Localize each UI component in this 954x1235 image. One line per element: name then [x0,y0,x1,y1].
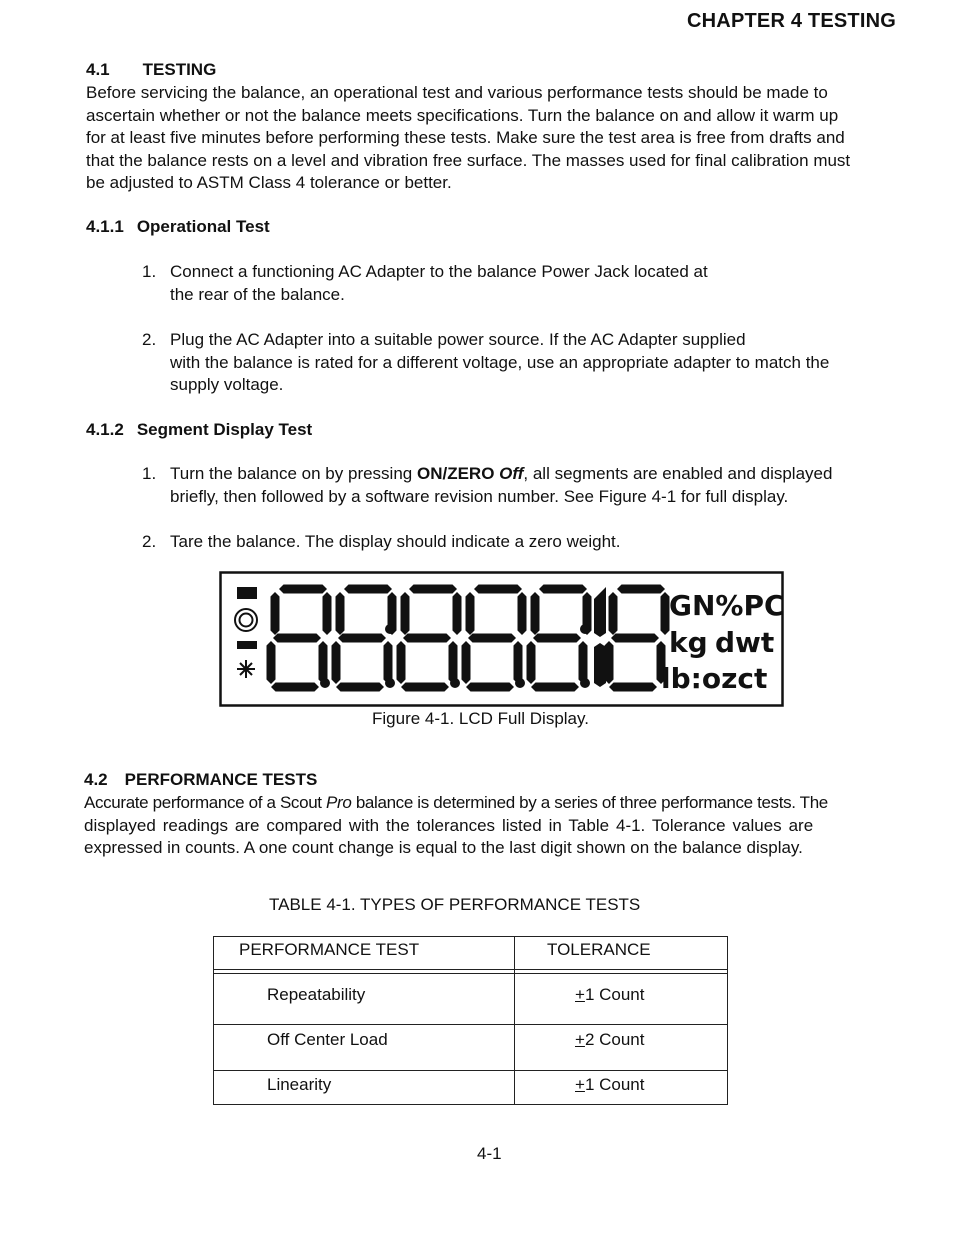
paragraph-line: expressed in counts. A one count change is equal to the last digit shown on the balance display. [84,838,803,857]
text-run: balance is determined by a series of three performance tests. The [351,793,828,812]
lcd-segment [279,585,327,594]
paragraph-line: displayed readings are compared with the tolerances listed in Table 4-1. Tolerance values are [84,815,814,835]
paragraph-line: for at least five minutes before performing these tests. Make sure the test area is free from drafts and [86,128,845,147]
lcd-decimal-point [450,678,460,688]
section-4-1-heading [86,60,216,80]
list-number: 2. [142,330,157,349]
plus-minus-sign: + [575,985,585,1004]
product-name: Pro [326,793,352,812]
list-item [142,329,902,397]
row-rule [214,1024,727,1025]
list-item [142,261,902,307]
lcd-segment [611,634,659,643]
list-item [142,531,902,555]
list-number: 2. [142,532,157,551]
lcd-segment [271,683,319,692]
lcd-segment [319,641,328,684]
table-cell-test: Off Center Load [267,1030,388,1049]
lcd-segment [533,634,581,643]
lcd-decimal-point [385,624,395,634]
lcd-segment [531,592,540,635]
paragraph-line: that the balance rests on a level and vibration free surface. The masses used for final calibration must [86,150,851,170]
table-header: TOLERANCE [547,940,651,959]
table-title: TABLE 4-1. TYPES OF PERFORMANCE TESTS [269,895,641,914]
lcd-segment [409,585,457,594]
lcd-segment [609,592,618,635]
table-cell-tolerance [575,1075,644,1095]
chapter-heading: CHAPTER 4 TESTING [687,10,896,32]
lcd-segment [531,683,579,692]
unit-kg: kg [669,626,708,659]
list-text: Turn the balance on by pressing [170,464,417,483]
lcd-segment [267,641,276,684]
lcd-segment [539,585,587,594]
section-number: 4.1.2 [86,420,124,439]
lcd-segment [468,634,516,643]
unit-gn-pc: GN%PC [669,589,785,622]
unit-lb-ozct: lb:ozct [661,662,768,695]
tolerance-value: 1 Count [584,1075,645,1094]
table-header: PERFORMANCE TEST [239,940,420,959]
lcd-decimal-point [580,678,590,688]
row-rule [214,1070,727,1071]
tolerance-value: 2 Count [584,1030,645,1049]
lcd-segment [474,585,522,594]
battery-indicator-icon [237,587,257,599]
lcd-segment [273,634,321,643]
lcd-segment [617,585,665,594]
lcd-segment [449,641,458,684]
lcd-decimal-point [320,678,330,688]
section-title: PERFORMANCE TESTS [124,770,318,789]
key-label: ON/ZERO [416,464,495,483]
unit-dwt: dwt [715,626,775,659]
text-run: Accurate performance of a Scout [84,793,327,812]
table-cell-tolerance [575,985,644,1005]
lcd-segment [466,592,475,635]
lcd-segment [344,585,392,594]
section-4-1-body [86,82,900,195]
list-line: with the balance is rated for a different voltage, use an appropriate adapter to match the [170,352,830,372]
section-number: 4.2 [84,770,108,789]
table-cell-test: Linearity [267,1075,332,1094]
column-divider [514,937,515,1104]
list-number: 1. [142,464,157,483]
page-number: 4-1 [477,1144,502,1163]
section-4-1-2-heading [86,420,312,440]
lcd-segment [527,641,536,684]
section-title: Operational Test [136,217,270,236]
section-number: 4.1 [86,60,110,79]
lcd-decimal-point [515,678,525,688]
plus-minus-sign: + [575,1075,585,1094]
section-title: Segment Display Test [136,420,313,439]
list-item [142,463,902,509]
lcd-segment [609,683,657,692]
list-line: Connect a functioning AC Adapter to the balance Power Jack located at [170,262,708,281]
lcd-segment [518,592,527,635]
tolerance-value: 1 Count [584,985,645,1004]
paragraph-line: be adjusted to ASTM Class 4 tolerance or better. [86,173,452,192]
lcd-segment [336,683,384,692]
lcd-full-display-figure [219,571,785,708]
lcd-segment [401,683,449,692]
list-line: Tare the balance. The display should indicate a zero weight. [170,532,621,551]
paragraph-line: Before servicing the balance, an operational test and various performance tests should be made to [86,83,828,102]
section-4-2-heading [84,770,317,790]
table-cell-test: Repeatability [267,985,366,1004]
performance-table [213,936,728,1105]
header-rule [214,969,727,970]
lcd-segment [462,641,471,684]
figure-caption: Figure 4-1. LCD Full Display. [372,709,589,728]
lcd-segment [579,641,588,684]
lcd-segment [384,641,393,684]
list-line: the rear of the balance. [170,284,345,304]
lcd-segment [338,634,386,643]
lcd-segment [514,641,523,684]
lcd-decimal-point [580,624,590,634]
lcd-segment [332,641,341,684]
paragraph-line: ascertain whether or not the balance meets specifications. Turn the balance on and allow it warm up [86,105,839,125]
lcd-segment [336,592,345,635]
list-text: , all segments are enabled and displayed [523,464,833,483]
lcd-segment [401,592,410,635]
paragraph-line [84,792,898,815]
lcd-segment [403,634,451,643]
section-number: 4.1.1 [86,217,124,236]
list-number: 1. [142,262,157,281]
lcd-segment [323,592,332,635]
list-line: supply voltage. [170,375,284,394]
lcd-segment [271,592,280,635]
lcd-decimal-point [385,678,395,688]
lcd-segment [453,592,462,635]
plus-minus-sign: + [575,1030,585,1049]
lcd-segment [397,641,406,684]
lcd-segment [466,683,514,692]
table-cell-tolerance [575,1030,644,1050]
minus-indicator-icon [237,641,257,649]
header-rule [214,973,727,974]
section-4-1-1-heading [86,217,270,237]
list-line: briefly, then followed by a software revision number. See Figure 4-1 for full display. [170,486,789,506]
section-title: TESTING [142,60,217,79]
list-line: Plug the AC Adapter into a suitable power source. If the AC Adapter supplied [170,330,746,349]
section-4-2-body [84,792,898,860]
key-label-off: Off [499,464,524,483]
